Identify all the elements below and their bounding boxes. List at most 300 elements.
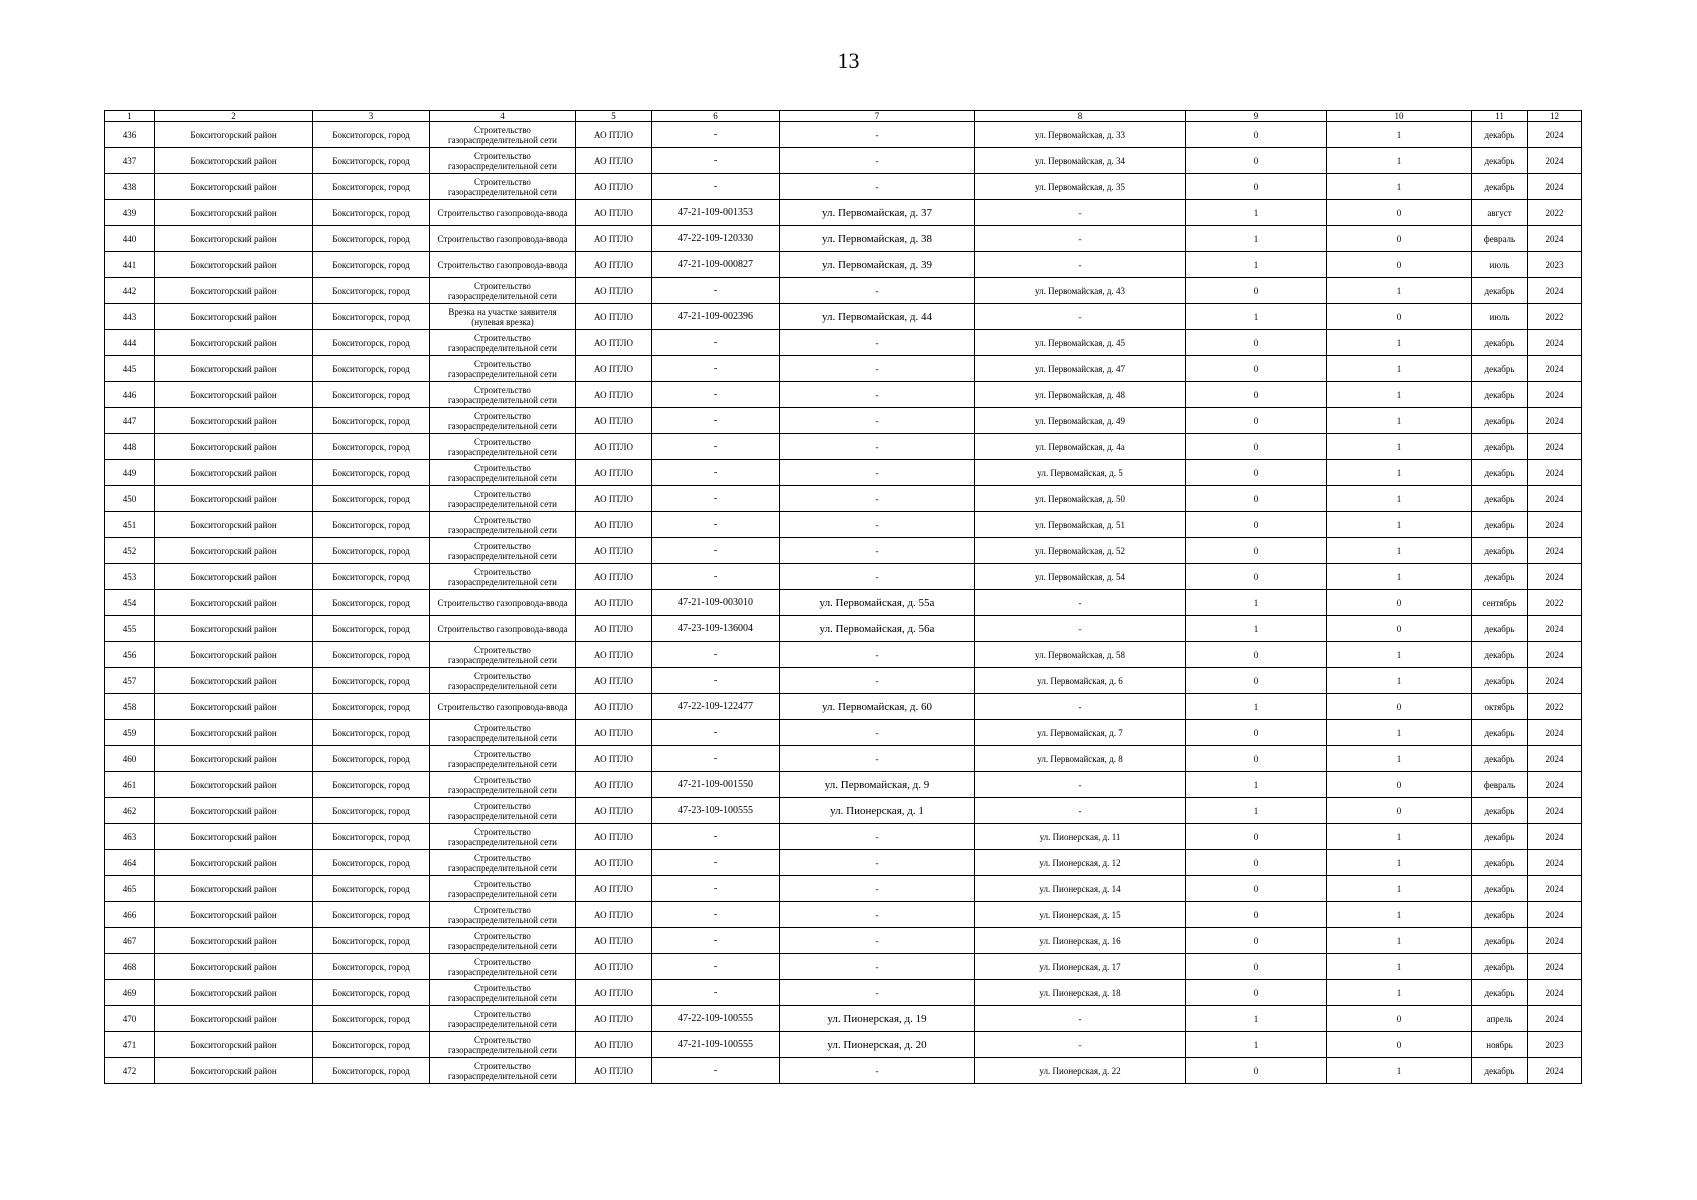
column-header-7: 7 bbox=[780, 111, 975, 122]
cell-year: 2024 bbox=[1528, 772, 1582, 798]
cell-organization: АО ПТЛО bbox=[576, 148, 652, 174]
cell-address-network: - bbox=[975, 772, 1186, 798]
cell-address-contract: - bbox=[780, 174, 975, 200]
cell-organization: АО ПТЛО bbox=[576, 954, 652, 980]
cell-settlement: Бокситогорск, город bbox=[313, 486, 430, 512]
cell-organization: АО ПТЛО bbox=[576, 850, 652, 876]
cell-work-type: Строительство газопровода-ввода bbox=[430, 694, 576, 720]
cell-contract-number: 47-21-109-001353 bbox=[652, 200, 780, 226]
cell-work-type: Строительство газораспределительной сети bbox=[430, 642, 576, 668]
cell-work-type: Строительство газораспределительной сети bbox=[430, 980, 576, 1006]
cell-work-type: Строительство газораспределительной сети bbox=[430, 746, 576, 772]
cell-organization: АО ПТЛО bbox=[576, 876, 652, 902]
cell-month: декабрь bbox=[1472, 434, 1528, 460]
cell-address-contract: - bbox=[780, 408, 975, 434]
cell-settlement: Бокситогорск, город bbox=[313, 512, 430, 538]
cell-row-number: 436 bbox=[105, 122, 155, 148]
cell-district: Бокситогорский район bbox=[155, 694, 313, 720]
cell-work-type: Строительство газораспределительной сети bbox=[430, 486, 576, 512]
cell-work-type: Строительство газораспределительной сети bbox=[430, 278, 576, 304]
table-row bbox=[105, 954, 1582, 980]
table-row bbox=[105, 668, 1582, 694]
cell-contract-number: - bbox=[652, 382, 780, 408]
cell-contract-number: - bbox=[652, 642, 780, 668]
cell-month: декабрь bbox=[1472, 538, 1528, 564]
cell-year: 2023 bbox=[1528, 252, 1582, 278]
cell-month: декабрь bbox=[1472, 1058, 1528, 1084]
cell-contract-number: - bbox=[652, 512, 780, 538]
cell-row-number: 462 bbox=[105, 798, 155, 824]
cell-count-10: 0 bbox=[1327, 252, 1472, 278]
cell-settlement: Бокситогорск, город bbox=[313, 538, 430, 564]
cell-contract-number: - bbox=[652, 720, 780, 746]
cell-organization: АО ПТЛО bbox=[576, 902, 652, 928]
column-header-5: 5 bbox=[576, 111, 652, 122]
cell-organization: АО ПТЛО bbox=[576, 330, 652, 356]
cell-month: декабрь bbox=[1472, 798, 1528, 824]
cell-count-10: 1 bbox=[1327, 564, 1472, 590]
cell-row-number: 445 bbox=[105, 356, 155, 382]
cell-year: 2024 bbox=[1528, 356, 1582, 382]
cell-month: август bbox=[1472, 200, 1528, 226]
register-table bbox=[104, 110, 1582, 1084]
cell-year: 2024 bbox=[1528, 1058, 1582, 1084]
table-row bbox=[105, 460, 1582, 486]
column-header-10: 10 bbox=[1327, 111, 1472, 122]
cell-organization: АО ПТЛО bbox=[576, 564, 652, 590]
cell-count-9: 1 bbox=[1186, 616, 1327, 642]
cell-district: Бокситогорский район bbox=[155, 148, 313, 174]
cell-row-number: 456 bbox=[105, 642, 155, 668]
cell-address-contract: - bbox=[780, 850, 975, 876]
cell-district: Бокситогорский район bbox=[155, 252, 313, 278]
cell-organization: АО ПТЛО bbox=[576, 122, 652, 148]
cell-settlement: Бокситогорск, город bbox=[313, 304, 430, 330]
cell-district: Бокситогорский район bbox=[155, 434, 313, 460]
table-row bbox=[105, 148, 1582, 174]
cell-contract-number: - bbox=[652, 564, 780, 590]
cell-count-10: 0 bbox=[1327, 1032, 1472, 1058]
table-row bbox=[105, 382, 1582, 408]
cell-year: 2022 bbox=[1528, 590, 1582, 616]
cell-year: 2022 bbox=[1528, 200, 1582, 226]
cell-address-contract: - bbox=[780, 954, 975, 980]
cell-count-9: 1 bbox=[1186, 304, 1327, 330]
cell-row-number: 461 bbox=[105, 772, 155, 798]
cell-organization: АО ПТЛО bbox=[576, 460, 652, 486]
cell-district: Бокситогорский район bbox=[155, 902, 313, 928]
cell-organization: АО ПТЛО bbox=[576, 304, 652, 330]
cell-address-network: ул. Пионерская, д. 16 bbox=[975, 928, 1186, 954]
cell-address-network: ул. Пионерская, д. 17 bbox=[975, 954, 1186, 980]
cell-address-contract: - bbox=[780, 1058, 975, 1084]
cell-row-number: 464 bbox=[105, 850, 155, 876]
column-header-4: 4 bbox=[430, 111, 576, 122]
cell-count-9: 1 bbox=[1186, 772, 1327, 798]
cell-organization: АО ПТЛО bbox=[576, 356, 652, 382]
cell-address-contract: - bbox=[780, 486, 975, 512]
cell-work-type: Строительство газопровода-ввода bbox=[430, 200, 576, 226]
cell-count-10: 1 bbox=[1327, 1058, 1472, 1084]
cell-work-type: Строительство газораспределительной сети bbox=[430, 876, 576, 902]
cell-month: декабрь bbox=[1472, 148, 1528, 174]
cell-address-contract: ул. Первомайская, д. 37 bbox=[780, 200, 975, 226]
cell-organization: АО ПТЛО bbox=[576, 616, 652, 642]
cell-month: декабрь bbox=[1472, 980, 1528, 1006]
cell-district: Бокситогорский район bbox=[155, 330, 313, 356]
column-header-3: 3 bbox=[313, 111, 430, 122]
cell-month: февраль bbox=[1472, 226, 1528, 252]
cell-row-number: 449 bbox=[105, 460, 155, 486]
cell-work-type: Строительство газораспределительной сети bbox=[430, 174, 576, 200]
cell-month: декабрь bbox=[1472, 278, 1528, 304]
cell-work-type: Строительство газораспределительной сети bbox=[430, 1032, 576, 1058]
cell-contract-number: - bbox=[652, 486, 780, 512]
cell-year: 2024 bbox=[1528, 434, 1582, 460]
cell-settlement: Бокситогорск, город bbox=[313, 382, 430, 408]
cell-address-network: ул. Первомайская, д. 54 bbox=[975, 564, 1186, 590]
table-row bbox=[105, 746, 1582, 772]
cell-contract-number: 47-22-109-120330 bbox=[652, 226, 780, 252]
cell-address-contract: - bbox=[780, 876, 975, 902]
cell-district: Бокситогорский район bbox=[155, 1058, 313, 1084]
cell-address-network: ул. Первомайская, д. 43 bbox=[975, 278, 1186, 304]
cell-count-9: 0 bbox=[1186, 408, 1327, 434]
cell-address-network: - bbox=[975, 304, 1186, 330]
table-row bbox=[105, 538, 1582, 564]
cell-organization: АО ПТЛО bbox=[576, 1032, 652, 1058]
cell-organization: АО ПТЛО bbox=[576, 408, 652, 434]
cell-month: апрель bbox=[1472, 1006, 1528, 1032]
cell-work-type: Строительство газораспределительной сети bbox=[430, 720, 576, 746]
cell-count-10: 1 bbox=[1327, 278, 1472, 304]
cell-work-type: Строительство газораспределительной сети bbox=[430, 1058, 576, 1084]
cell-district: Бокситогорский район bbox=[155, 590, 313, 616]
cell-work-type: Строительство газораспределительной сети bbox=[430, 460, 576, 486]
cell-contract-number: - bbox=[652, 668, 780, 694]
cell-count-10: 1 bbox=[1327, 408, 1472, 434]
cell-settlement: Бокситогорск, город bbox=[313, 226, 430, 252]
cell-count-10: 0 bbox=[1327, 798, 1472, 824]
cell-count-10: 1 bbox=[1327, 876, 1472, 902]
cell-address-network: ул. Первомайская, д. 4а bbox=[975, 434, 1186, 460]
cell-settlement: Бокситогорск, город bbox=[313, 954, 430, 980]
cell-address-network: ул. Первомайская, д. 50 bbox=[975, 486, 1186, 512]
cell-count-10: 1 bbox=[1327, 668, 1472, 694]
cell-count-10: 0 bbox=[1327, 772, 1472, 798]
cell-district: Бокситогорский район bbox=[155, 408, 313, 434]
cell-district: Бокситогорский район bbox=[155, 486, 313, 512]
cell-address-contract: - bbox=[780, 902, 975, 928]
cell-address-contract: ул. Пионерская, д. 20 bbox=[780, 1032, 975, 1058]
table-row bbox=[105, 408, 1582, 434]
table-row bbox=[105, 512, 1582, 538]
table-body bbox=[105, 111, 1582, 1084]
cell-settlement: Бокситогорск, город bbox=[313, 252, 430, 278]
cell-count-9: 0 bbox=[1186, 486, 1327, 512]
cell-settlement: Бокситогорск, город bbox=[313, 668, 430, 694]
cell-address-contract: - bbox=[780, 382, 975, 408]
cell-month: декабрь bbox=[1472, 460, 1528, 486]
cell-year: 2024 bbox=[1528, 538, 1582, 564]
cell-contract-number: 47-22-109-100555 bbox=[652, 1006, 780, 1032]
cell-address-network: - bbox=[975, 1032, 1186, 1058]
cell-settlement: Бокситогорск, город bbox=[313, 174, 430, 200]
column-header-8: 8 bbox=[975, 111, 1186, 122]
cell-year: 2024 bbox=[1528, 876, 1582, 902]
cell-settlement: Бокситогорск, город bbox=[313, 200, 430, 226]
table-row bbox=[105, 642, 1582, 668]
cell-address-network: ул. Первомайская, д. 45 bbox=[975, 330, 1186, 356]
cell-count-10: 0 bbox=[1327, 616, 1472, 642]
cell-row-number: 459 bbox=[105, 720, 155, 746]
cell-address-network: ул. Пионерская, д. 14 bbox=[975, 876, 1186, 902]
cell-district: Бокситогорский район bbox=[155, 1032, 313, 1058]
cell-count-10: 1 bbox=[1327, 174, 1472, 200]
table-row bbox=[105, 876, 1582, 902]
cell-row-number: 444 bbox=[105, 330, 155, 356]
cell-count-9: 0 bbox=[1186, 746, 1327, 772]
cell-month: декабрь bbox=[1472, 668, 1528, 694]
cell-count-10: 1 bbox=[1327, 382, 1472, 408]
cell-count-10: 0 bbox=[1327, 694, 1472, 720]
cell-month: декабрь bbox=[1472, 174, 1528, 200]
cell-count-10: 0 bbox=[1327, 304, 1472, 330]
cell-month: декабрь bbox=[1472, 876, 1528, 902]
cell-row-number: 469 bbox=[105, 980, 155, 1006]
cell-district: Бокситогорский район bbox=[155, 772, 313, 798]
cell-organization: АО ПТЛО bbox=[576, 980, 652, 1006]
cell-settlement: Бокситогорск, город bbox=[313, 148, 430, 174]
cell-organization: АО ПТЛО bbox=[576, 798, 652, 824]
cell-settlement: Бокситогорск, город bbox=[313, 772, 430, 798]
table-row bbox=[105, 278, 1582, 304]
cell-address-contract: - bbox=[780, 642, 975, 668]
cell-count-10: 1 bbox=[1327, 330, 1472, 356]
cell-contract-number: - bbox=[652, 824, 780, 850]
cell-month: декабрь bbox=[1472, 720, 1528, 746]
cell-month: декабрь bbox=[1472, 824, 1528, 850]
cell-settlement: Бокситогорск, город bbox=[313, 434, 430, 460]
cell-year: 2024 bbox=[1528, 512, 1582, 538]
cell-year: 2022 bbox=[1528, 694, 1582, 720]
column-header-11: 11 bbox=[1472, 111, 1528, 122]
cell-work-type: Строительство газораспределительной сети bbox=[430, 902, 576, 928]
cell-work-type: Строительство газопровода-ввода bbox=[430, 590, 576, 616]
cell-settlement: Бокситогорск, город bbox=[313, 746, 430, 772]
cell-address-contract: ул. Пионерская, д. 1 bbox=[780, 798, 975, 824]
cell-address-network: ул. Пионерская, д. 11 bbox=[975, 824, 1186, 850]
cell-month: декабрь bbox=[1472, 850, 1528, 876]
cell-year: 2024 bbox=[1528, 174, 1582, 200]
cell-row-number: 455 bbox=[105, 616, 155, 642]
table-row bbox=[105, 1032, 1582, 1058]
cell-work-type: Строительство газораспределительной сети bbox=[430, 356, 576, 382]
cell-work-type: Строительство газораспределительной сети bbox=[430, 798, 576, 824]
cell-settlement: Бокситогорск, город bbox=[313, 876, 430, 902]
cell-organization: АО ПТЛО bbox=[576, 1006, 652, 1032]
cell-district: Бокситогорский район bbox=[155, 824, 313, 850]
table-row bbox=[105, 928, 1582, 954]
cell-row-number: 468 bbox=[105, 954, 155, 980]
cell-address-network: ул. Первомайская, д. 8 bbox=[975, 746, 1186, 772]
cell-year: 2024 bbox=[1528, 226, 1582, 252]
cell-address-contract: - bbox=[780, 278, 975, 304]
cell-month: сентябрь bbox=[1472, 590, 1528, 616]
cell-work-type: Строительство газораспределительной сети bbox=[430, 408, 576, 434]
cell-count-10: 1 bbox=[1327, 486, 1472, 512]
cell-settlement: Бокситогорск, город bbox=[313, 902, 430, 928]
cell-address-network: - bbox=[975, 694, 1186, 720]
cell-work-type: Строительство газораспределительной сети bbox=[430, 954, 576, 980]
cell-month: декабрь bbox=[1472, 928, 1528, 954]
cell-count-10: 0 bbox=[1327, 1006, 1472, 1032]
cell-row-number: 470 bbox=[105, 1006, 155, 1032]
cell-row-number: 458 bbox=[105, 694, 155, 720]
cell-work-type: Строительство газораспределительной сети bbox=[430, 668, 576, 694]
cell-month: февраль bbox=[1472, 772, 1528, 798]
cell-settlement: Бокситогорск, город bbox=[313, 694, 430, 720]
cell-count-10: 1 bbox=[1327, 824, 1472, 850]
cell-work-type: Строительство газораспределительной сети bbox=[430, 148, 576, 174]
cell-month: ноябрь bbox=[1472, 1032, 1528, 1058]
cell-address-contract: - bbox=[780, 122, 975, 148]
cell-count-9: 0 bbox=[1186, 330, 1327, 356]
cell-work-type: Строительство газораспределительной сети bbox=[430, 928, 576, 954]
cell-address-network: ул. Первомайская, д. 48 bbox=[975, 382, 1186, 408]
cell-month: июль bbox=[1472, 304, 1528, 330]
cell-year: 2024 bbox=[1528, 642, 1582, 668]
cell-district: Бокситогорский район bbox=[155, 460, 313, 486]
cell-month: декабрь bbox=[1472, 954, 1528, 980]
cell-address-network: ул. Первомайская, д. 49 bbox=[975, 408, 1186, 434]
cell-address-contract: ул. Первомайская, д. 38 bbox=[780, 226, 975, 252]
cell-work-type: Строительство газораспределительной сети bbox=[430, 850, 576, 876]
cell-address-network: ул. Пионерская, д. 15 bbox=[975, 902, 1186, 928]
cell-address-contract: - bbox=[780, 564, 975, 590]
cell-count-10: 1 bbox=[1327, 434, 1472, 460]
cell-row-number: 438 bbox=[105, 174, 155, 200]
cell-year: 2024 bbox=[1528, 382, 1582, 408]
cell-address-contract: - bbox=[780, 356, 975, 382]
cell-district: Бокситогорский район bbox=[155, 746, 313, 772]
table-row bbox=[105, 434, 1582, 460]
cell-year: 2024 bbox=[1528, 148, 1582, 174]
cell-contract-number: - bbox=[652, 356, 780, 382]
column-header-6: 6 bbox=[652, 111, 780, 122]
cell-row-number: 441 bbox=[105, 252, 155, 278]
cell-address-network: ул. Первомайская, д. 52 bbox=[975, 538, 1186, 564]
table-row bbox=[105, 902, 1582, 928]
cell-address-network: ул. Первомайская, д. 6 bbox=[975, 668, 1186, 694]
cell-address-contract: ул. Первомайская, д. 9 bbox=[780, 772, 975, 798]
cell-month: декабрь bbox=[1472, 616, 1528, 642]
cell-count-9: 1 bbox=[1186, 590, 1327, 616]
cell-settlement: Бокситогорск, город bbox=[313, 616, 430, 642]
cell-count-9: 0 bbox=[1186, 382, 1327, 408]
cell-address-contract: ул. Первомайская, д. 56а bbox=[780, 616, 975, 642]
cell-count-9: 0 bbox=[1186, 356, 1327, 382]
cell-address-contract: ул. Первомайская, д. 44 bbox=[780, 304, 975, 330]
cell-district: Бокситогорский район bbox=[155, 512, 313, 538]
cell-row-number: 440 bbox=[105, 226, 155, 252]
table-row bbox=[105, 356, 1582, 382]
cell-contract-number: - bbox=[652, 122, 780, 148]
cell-settlement: Бокситогорск, город bbox=[313, 824, 430, 850]
cell-row-number: 447 bbox=[105, 408, 155, 434]
cell-contract-number: - bbox=[652, 850, 780, 876]
cell-year: 2024 bbox=[1528, 824, 1582, 850]
cell-contract-number: - bbox=[652, 408, 780, 434]
cell-address-network: ул. Первомайская, д. 47 bbox=[975, 356, 1186, 382]
cell-address-network: ул. Первомайская, д. 58 bbox=[975, 642, 1186, 668]
column-header-1: 1 bbox=[105, 111, 155, 122]
cell-address-network: ул. Пионерская, д. 18 bbox=[975, 980, 1186, 1006]
cell-organization: АО ПТЛО bbox=[576, 694, 652, 720]
cell-year: 2024 bbox=[1528, 408, 1582, 434]
cell-work-type: Строительство газораспределительной сети bbox=[430, 824, 576, 850]
cell-work-type: Строительство газораспределительной сети bbox=[430, 538, 576, 564]
table-row bbox=[105, 174, 1582, 200]
cell-address-network: ул. Первомайская, д. 51 bbox=[975, 512, 1186, 538]
cell-address-contract: - bbox=[780, 980, 975, 1006]
cell-district: Бокситогорский район bbox=[155, 278, 313, 304]
table-row bbox=[105, 226, 1582, 252]
table-row bbox=[105, 772, 1582, 798]
cell-organization: АО ПТЛО bbox=[576, 538, 652, 564]
cell-row-number: 451 bbox=[105, 512, 155, 538]
cell-count-9: 0 bbox=[1186, 564, 1327, 590]
cell-year: 2024 bbox=[1528, 720, 1582, 746]
cell-settlement: Бокситогорск, город bbox=[313, 798, 430, 824]
cell-settlement: Бокситогорск, город bbox=[313, 1032, 430, 1058]
cell-address-network: - bbox=[975, 200, 1186, 226]
cell-settlement: Бокситогорск, город bbox=[313, 278, 430, 304]
cell-year: 2024 bbox=[1528, 564, 1582, 590]
cell-district: Бокситогорский район bbox=[155, 954, 313, 980]
table-row bbox=[105, 200, 1582, 226]
cell-row-number: 446 bbox=[105, 382, 155, 408]
cell-row-number: 472 bbox=[105, 1058, 155, 1084]
cell-row-number: 454 bbox=[105, 590, 155, 616]
cell-count-9: 0 bbox=[1186, 538, 1327, 564]
table-row bbox=[105, 330, 1582, 356]
cell-count-9: 0 bbox=[1186, 928, 1327, 954]
cell-year: 2024 bbox=[1528, 954, 1582, 980]
cell-district: Бокситогорский район bbox=[155, 720, 313, 746]
page-number: 13 bbox=[837, 48, 860, 73]
cell-address-network: ул. Пионерская, д. 12 bbox=[975, 850, 1186, 876]
cell-count-9: 0 bbox=[1186, 824, 1327, 850]
cell-count-9: 0 bbox=[1186, 720, 1327, 746]
cell-year: 2022 bbox=[1528, 304, 1582, 330]
cell-month: декабрь bbox=[1472, 564, 1528, 590]
cell-count-10: 1 bbox=[1327, 642, 1472, 668]
table-row bbox=[105, 1006, 1582, 1032]
cell-organization: АО ПТЛО bbox=[576, 1058, 652, 1084]
cell-work-type: Строительство газораспределительной сети bbox=[430, 1006, 576, 1032]
cell-contract-number: - bbox=[652, 954, 780, 980]
table-row bbox=[105, 694, 1582, 720]
cell-month: декабрь bbox=[1472, 408, 1528, 434]
cell-count-10: 1 bbox=[1327, 356, 1472, 382]
cell-address-network: ул. Первомайская, д. 33 bbox=[975, 122, 1186, 148]
cell-count-10: 1 bbox=[1327, 954, 1472, 980]
cell-row-number: 463 bbox=[105, 824, 155, 850]
cell-district: Бокситогорский район bbox=[155, 226, 313, 252]
cell-organization: АО ПТЛО bbox=[576, 746, 652, 772]
cell-count-9: 0 bbox=[1186, 434, 1327, 460]
